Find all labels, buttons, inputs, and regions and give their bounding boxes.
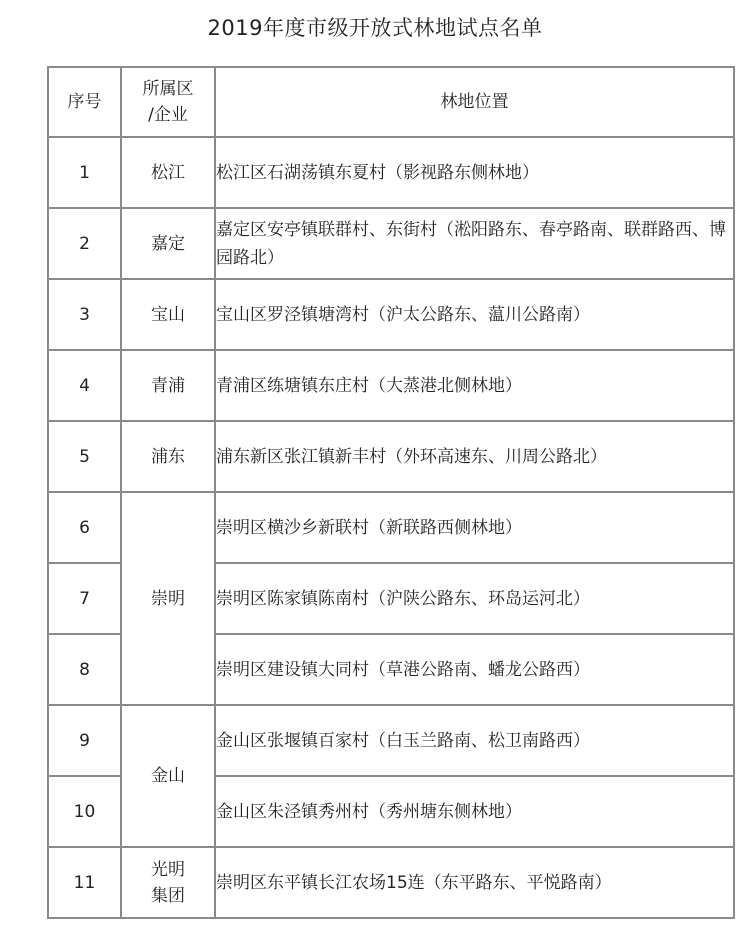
row-district: 嘉定 <box>121 208 215 279</box>
row-no: 10 <box>48 776 121 847</box>
row-district <box>121 847 215 918</box>
row-district: 松江 <box>121 137 215 208</box>
header-location: 林地位置 <box>215 67 734 137</box>
row-location: 宝山区罗泾镇塘湾村（沪太公路东、蕰川公路南） <box>215 279 734 350</box>
table-row <box>48 208 734 279</box>
header-no: 序号 <box>48 67 121 137</box>
row-location: 崇明区建设镇大同村（草港公路南、蟠龙公路西） <box>215 634 734 705</box>
row-location: 崇明区横沙乡新联村（新联路西侧林地） <box>215 492 734 563</box>
row-location: 金山区张堰镇百家村（白玉兰路南、松卫南路西） <box>215 705 734 776</box>
row-no: 5 <box>48 421 121 492</box>
row-no: 1 <box>48 137 121 208</box>
header-district-line1: 所属区 <box>142 79 194 99</box>
row-no: 3 <box>48 279 121 350</box>
row-district-line2: 集团 <box>151 885 185 906</box>
row-no: 9 <box>48 705 121 776</box>
row-location: 金山区朱泾镇秀州村（秀州塘东侧林地） <box>215 776 734 847</box>
pilot-list-table <box>47 66 735 919</box>
table-row <box>48 847 734 918</box>
table-row <box>48 705 734 776</box>
row-no: 8 <box>48 634 121 705</box>
row-location: 崇明区陈家镇陈南村（沪陕公路东、环岛运河北） <box>215 563 734 634</box>
row-district-line1: 光明 <box>151 859 185 880</box>
row-no: 4 <box>48 350 121 421</box>
row-district-merged: 金山 <box>121 705 215 847</box>
row-no: 11 <box>48 847 121 918</box>
row-no: 2 <box>48 208 121 279</box>
header-district <box>121 67 215 137</box>
row-district: 浦东 <box>121 421 215 492</box>
row-no: 7 <box>48 563 121 634</box>
row-location: 浦东新区张江镇新丰村（外环高速东、川周公路北） <box>215 421 734 492</box>
row-district-merged: 崇明 <box>121 492 215 705</box>
table-row <box>48 492 734 563</box>
row-district: 青浦 <box>121 350 215 421</box>
table-row <box>48 350 734 421</box>
table-row <box>48 279 734 350</box>
row-location: 嘉定区安亭镇联群村、东街村（淞阳路东、春亭路南、联群路西、博园路北） <box>215 208 734 279</box>
row-district: 宝山 <box>121 279 215 350</box>
table-row <box>48 421 734 492</box>
row-location: 崇明区东平镇长江农场15连（东平路东、平悦路南） <box>215 847 734 918</box>
page-title: 2019年度市级开放式林地试点名单 <box>207 16 543 40</box>
table-row <box>48 137 734 208</box>
row-location: 松江区石湖荡镇东夏村（影视路东侧林地） <box>215 137 734 208</box>
row-no: 6 <box>48 492 121 563</box>
row-location: 青浦区练塘镇东庄村（大蒸港北侧林地） <box>215 350 734 421</box>
header-district-line2: /企业 <box>148 105 188 125</box>
table-header-row <box>48 67 734 137</box>
